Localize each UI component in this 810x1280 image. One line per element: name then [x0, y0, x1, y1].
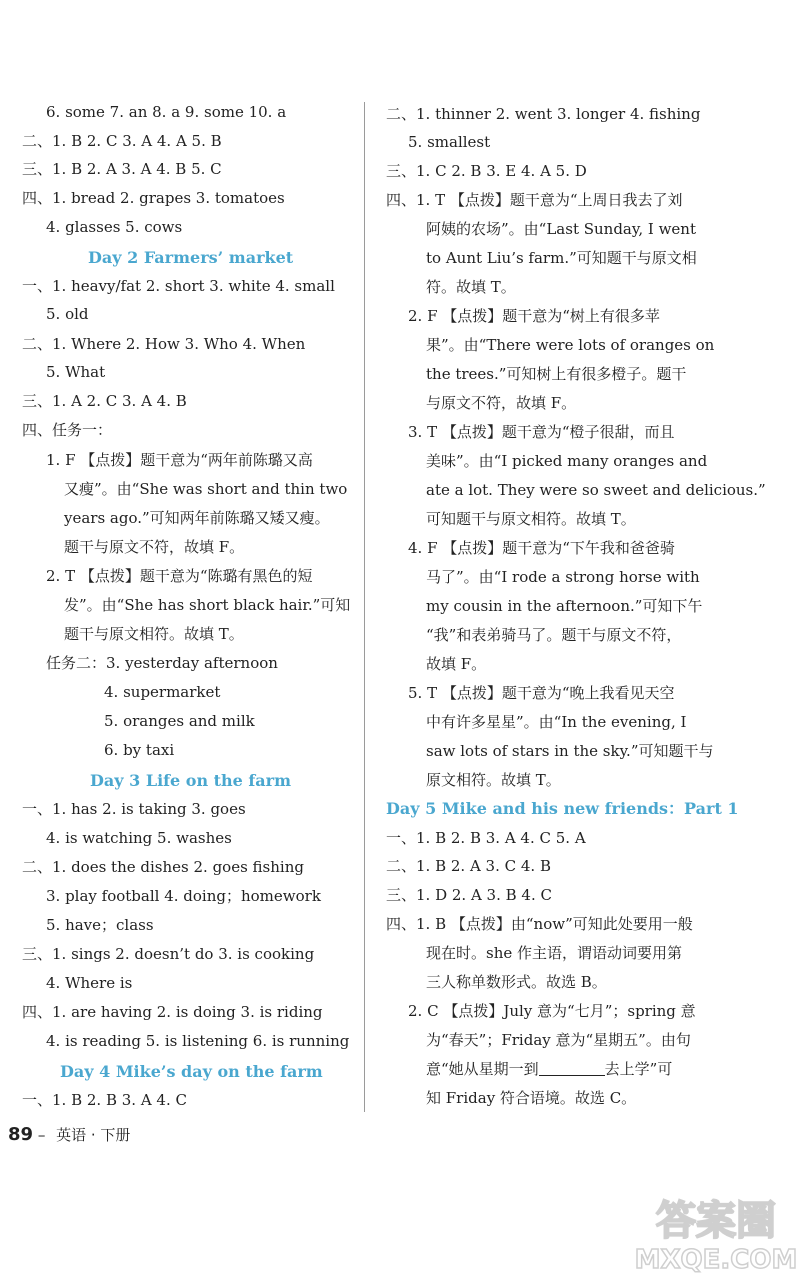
answer-line: 2. F 【点拨】题干意为“树上有很多苹 [408, 307, 660, 325]
answer-line: 四、1. T 【点拨】题干意为“上周日我去了刘 [386, 191, 683, 209]
answer-line: “我”和表弟骑马了。题干与原文不符， [426, 626, 682, 644]
answer-line: 发”。由“She has short black hair.”可知 [64, 596, 351, 614]
answer-line: 二、1. B 2. C 3. A 4. A 5. B [22, 132, 222, 150]
answer-line: 4. Where is [46, 974, 133, 992]
answer-line: 一、1. B 2. B 3. A 4. C [22, 1091, 187, 1109]
answer-line [426, 1059, 672, 1079]
section-heading: Day 3 Life on the farm [90, 771, 292, 790]
answer-line: 四、1. B 【点拨】由“now”可知此处要用一般 [386, 915, 693, 933]
answer-line: 二、1. does the dishes 2. goes fishing [22, 858, 304, 876]
answer-text: 去上学”可 [604, 1060, 673, 1078]
answer-line: 3. play football 4. doing；homework [46, 887, 321, 905]
answer-line: ate a lot. They were so sweet and delicious.” [426, 481, 766, 499]
answer-line: 原文相符。故填 T。 [426, 771, 561, 789]
answer-line: 1. F 【点拨】题干意为“两年前陈璐又高 [46, 451, 313, 469]
answer-line: 知 Friday 符合语境。故选 C。 [426, 1089, 637, 1107]
answer-line: 三、1. sings 2. doesn’t do 3. is cooking [22, 945, 315, 963]
answer-line: 5. What [46, 363, 106, 381]
watermark-url: MXQE.COM [634, 1245, 798, 1274]
answer-line: 一、1. B 2. B 3. A 4. C 5. A [386, 829, 586, 847]
answer-line: 4. is reading 5. is listening 6. is running [46, 1032, 350, 1050]
answer-line: 符。故填 T。 [426, 278, 516, 296]
answer-line: 四、1. are having 2. is doing 3. is riding [22, 1003, 323, 1021]
answer-line: 题干与原文相符。故填 T。 [64, 625, 244, 643]
answer-line: 2. T 【点拨】题干意为“陈璐有黑色的短 [46, 567, 313, 585]
answer-line: 题干与原文不符，故填 F。 [64, 538, 245, 556]
answer-line: 5. oranges and milk [104, 712, 255, 730]
page-footer [8, 1124, 130, 1145]
section-heading: Day 4 Mike’s day on the farm [60, 1062, 323, 1081]
section-heading: Day 5 Mike and his new friends：Part 1 [386, 799, 739, 818]
answer-line: 4. F 【点拨】题干意为“下午我和爸爸骑 [408, 539, 675, 557]
answer-line: 果”。由“There were lots of oranges on [426, 336, 715, 354]
answer-line: 美味”。由“I picked many oranges and [426, 452, 708, 470]
fill-in-blank [539, 1061, 605, 1076]
answer-line: 5. old [46, 305, 89, 323]
answer-line: 2. C 【点拨】July 意为“七月”；spring 意 [408, 1002, 696, 1020]
answer-line: 6. by taxi [104, 741, 175, 759]
answer-line: 5. T 【点拨】题干意为“晚上我看见天空 [408, 684, 675, 702]
answer-line: 三、1. C 2. B 3. E 4. A 5. D [386, 162, 587, 180]
answer-line: 任务二：3. yesterday afternoon [46, 654, 278, 672]
answer-line: 现在时。she 作主语，谓语动词要用第 [426, 944, 683, 962]
answer-line: 一、1. has 2. is taking 3. goes [22, 800, 246, 818]
subject-label: 英语 · 下册 [56, 1126, 131, 1144]
answer-line: 三、1. D 2. A 3. B 4. C [386, 886, 552, 904]
answer-line: 二、1. thinner 2. went 3. longer 4. fishing [386, 105, 701, 123]
answer-line: 与原文不符，故填 F。 [426, 394, 577, 412]
answer-line: 中有许多星星”。由“In the evening, I [426, 713, 687, 731]
answer-line: 3. T 【点拨】题干意为“橙子很甜，而且 [408, 423, 675, 441]
answer-line: 4. is watching 5. washes [46, 829, 232, 847]
footer-dash: – [37, 1126, 46, 1144]
answer-line: 4. supermarket [104, 683, 221, 701]
answer-line: my cousin in the afternoon.”可知下午 [426, 597, 703, 615]
section-heading: Day 2 Farmers’ market [88, 248, 294, 267]
answer-line: 4. glasses 5. cows [46, 218, 183, 236]
answer-line: 三人称单数形式。故选 B。 [426, 973, 607, 991]
answer-line: 二、1. Where 2. How 3. Who 4. When [22, 335, 306, 353]
answer-line: to Aunt Liu’s farm.”可知题干与原文相 [426, 249, 697, 267]
answer-line: 马了”。由“I rode a strong horse with [426, 568, 700, 586]
watermark-logo [628, 1190, 804, 1274]
answer-text: 意“她从星期一到 [426, 1060, 539, 1078]
answer-line: 又瘦”。由“She was short and thin two [64, 480, 348, 498]
answer-line: 5. smallest [408, 133, 491, 151]
answer-line: 为“春天”；Friday 意为“星期五”。由句 [426, 1031, 691, 1049]
answer-line: 一、1. heavy/fat 2. short 3. white 4. small [22, 277, 335, 295]
answer-line: 6. some 7. an 8. a 9. some 10. a [46, 103, 287, 121]
answer-line: 三、1. B 2. A 3. A 4. B 5. C [22, 160, 222, 178]
answer-line: 故填 F。 [426, 655, 487, 673]
answer-line: years ago.”可知两年前陈璐又矮又瘦。 [64, 509, 330, 527]
answer-line: 四、任务一： [22, 421, 113, 439]
answer-line: the trees.”可知树上有很多橙子。题干 [426, 365, 687, 383]
watermark-text: 答案圈 [656, 1198, 776, 1244]
answer-line: 5. have；class [46, 916, 154, 934]
page-number: 89 [8, 1124, 34, 1145]
answer-line: 二、1. B 2. A 3. C 4. B [386, 857, 551, 875]
column-divider [364, 102, 365, 1112]
answer-line: 三、1. A 2. C 3. A 4. B [22, 392, 187, 410]
answer-line: 可知题干与原文相符。故填 T。 [426, 510, 636, 528]
answer-line: 四、1. bread 2. grapes 3. tomatoes [22, 189, 285, 207]
answer-line: 阿姨的农场”。由“Last Sunday, I went [426, 220, 696, 238]
answer-line: saw lots of stars in the sky.”可知题干与 [426, 742, 714, 760]
